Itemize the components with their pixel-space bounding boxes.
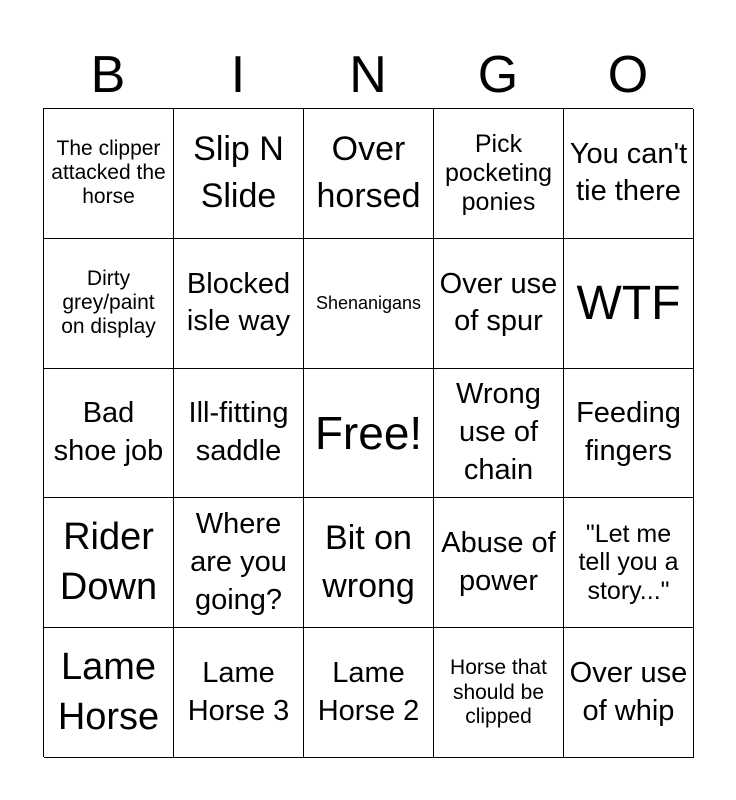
bingo-cell[interactable]: Rider Down — [44, 498, 174, 628]
bingo-cell[interactable]: Lame Horse 3 — [174, 628, 304, 758]
bingo-board — [43, 108, 693, 757]
bingo-cell[interactable]: Dirty grey/paint on display — [44, 239, 174, 369]
bingo-cell[interactable]: Slip N Slide — [174, 109, 304, 239]
bingo-cell[interactable]: Abuse of power — [434, 498, 564, 628]
bingo-cell[interactable]: WTF — [564, 239, 694, 369]
header-letter-i: I — [230, 46, 246, 104]
bingo-cell[interactable]: Blocked isle way — [174, 239, 304, 369]
header-letter-g: G — [477, 46, 519, 104]
bingo-cell[interactable]: Bit on wrong — [304, 498, 434, 628]
header-letter-n: N — [349, 46, 387, 104]
header-letter-b: B — [90, 46, 126, 104]
bingo-cell[interactable]: Over use of whip — [564, 628, 694, 758]
bingo-cell[interactable]: Pick pocketing ponies — [434, 109, 564, 239]
bingo-cell[interactable]: Bad shoe job — [44, 369, 174, 499]
bingo-cell[interactable]: Feeding fingers — [564, 369, 694, 499]
bingo-cell[interactable]: "Let me tell you a story..." — [564, 498, 694, 628]
header-letter-o: O — [607, 46, 649, 104]
bingo-cell[interactable]: Horse that should be clipped — [434, 628, 564, 758]
bingo-cell[interactable]: Where are you going? — [174, 498, 304, 628]
bingo-cell-free[interactable]: Free! — [304, 369, 434, 499]
bingo-cell[interactable]: Lame Horse 2 — [304, 628, 434, 758]
bingo-cell[interactable]: Ill-fitting saddle — [174, 369, 304, 499]
bingo-cell[interactable]: Lame Horse — [44, 628, 174, 758]
bingo-cell[interactable]: Wrong use of chain — [434, 369, 564, 499]
bingo-cell[interactable]: The clipper attacked the horse — [44, 109, 174, 239]
bingo-cell[interactable]: Over use of spur — [434, 239, 564, 369]
bingo-cell[interactable]: You can't tie there — [564, 109, 694, 239]
bingo-header — [43, 42, 693, 108]
bingo-cell[interactable]: Over horsed — [304, 109, 434, 239]
bingo-cell[interactable]: Shenanigans — [304, 239, 434, 369]
